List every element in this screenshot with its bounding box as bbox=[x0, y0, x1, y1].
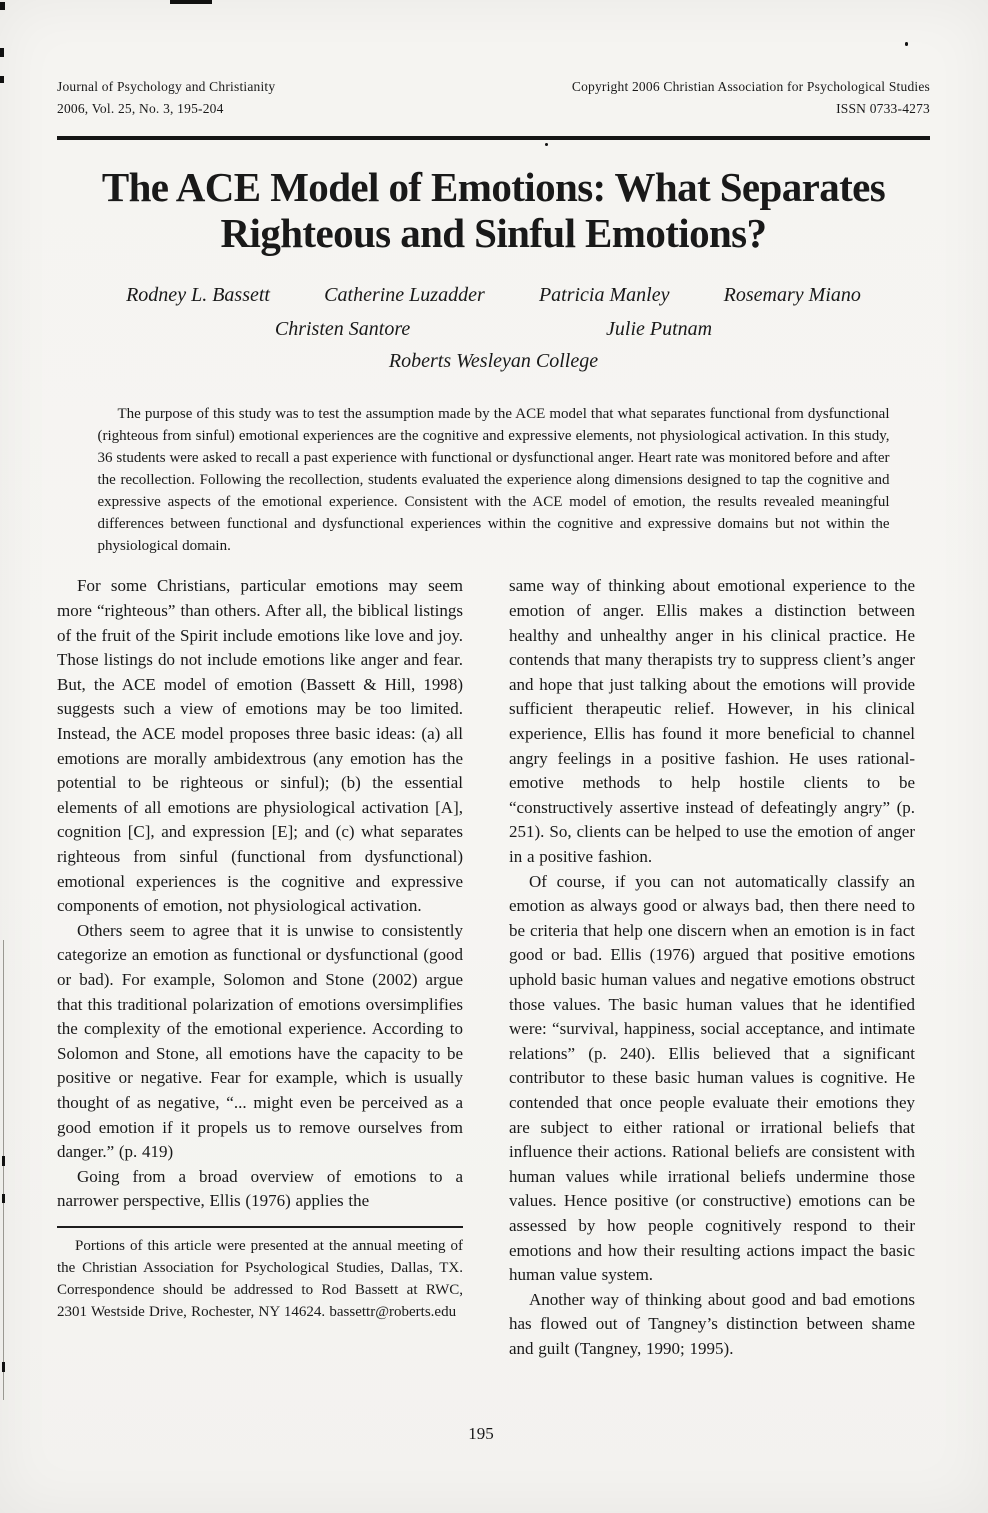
journal-info bbox=[57, 76, 275, 119]
author-name: Rodney L. Bassett bbox=[126, 284, 270, 307]
author-affiliation: Roberts Wesleyan College bbox=[388, 350, 599, 373]
copyright-info bbox=[572, 76, 930, 119]
journal-issue: 2006, Vol. 25, No. 3, 195-204 bbox=[57, 100, 224, 116]
article-title-line1: The ACE Model of Emotions: What Separates bbox=[101, 164, 886, 211]
scan-artifact bbox=[3, 940, 4, 1400]
journal-name: Journal of Psychology and Christianity bbox=[57, 79, 276, 94]
scan-artifact bbox=[0, 76, 4, 83]
abstract: The purpose of this study was to test the assumption made by the ACE model that what separates functional from dysfunctional (righteous from sinful) emotional experiences are the cognitive and expressive elements, not physiological activation. In this study, 36 students were asked to recall a past experience with functional or dysfunctional anger. Heart rate was monitored before and after the recollection. Following the recollection, students evaluated the experience along dimensions designed to tap the cognitive and expressive aspects of the emotional experience. Consistent with the ACE model of emotion, the results revealed meaningful differences between functional and dysfunctional experiences within the cognitive and expressive domains but not within the physiological domain. bbox=[97, 406, 890, 555]
scan-artifact bbox=[0, 2, 5, 10]
body-columns bbox=[57, 574, 930, 1361]
author-name: Christen Santore bbox=[274, 318, 411, 341]
scan-artifact bbox=[2, 1362, 5, 1372]
scan-artifact bbox=[2, 1194, 5, 1203]
body-paragraph: Another way of thinking about good and bad emotions has flowed out of Tangney’s distinction between shame and guilt (Tangney, 1990; 1995). bbox=[509, 1289, 915, 1358]
header-divider bbox=[57, 136, 930, 140]
running-head bbox=[57, 76, 930, 119]
author-list-row1 bbox=[57, 284, 930, 307]
scan-artifact bbox=[905, 42, 908, 46]
scan-artifact bbox=[170, 0, 212, 4]
footnote-divider bbox=[57, 1226, 463, 1228]
author-name: Julie Putnam bbox=[606, 318, 713, 341]
author-name: Catherine Luzadder bbox=[324, 284, 485, 307]
scan-artifact bbox=[0, 48, 4, 57]
author-list-row2 bbox=[57, 318, 930, 341]
author-name: Patricia Manley bbox=[538, 284, 670, 307]
scan-artifact bbox=[2, 1156, 5, 1166]
author-name: Rosemary Miano bbox=[723, 284, 861, 307]
body-paragraph: For some Christians, particular emotions may seem more “righteous” than others. After all, the biblical listings of the fruit of the Spirit include emotions like love and joy. Those listings do not include emotions like anger and fear. But, the ACE model of emotion (Bassett & Hill, 1998) suggests such a view of emotions may be too limited. Instead, the ACE model proposes three basic ideas: (a) all emotions are morally ambidextrous (any emotion has the potential to be righteous or sinful); (b) the essential elements of all emotions are physiological activation [A], cognition [C], and expression [E]; and (c) what separates righteous from sinful (functional from dysfunctional) emotional experiences is the cognitive and expressive components of emotion, not physiological activation. bbox=[57, 576, 463, 916]
page-number: 195 bbox=[468, 1424, 494, 1443]
author-note: Portions of this article were presented at the annual meeting of the Christian Association for Psychological Studies, Dallas, TX. Correspondence should be addressed to Rod Bassett at RWC, 2301 Westside Drive, Rochester, NY 14624. bassettr@roberts.edu bbox=[57, 1237, 463, 1320]
issn-line: ISSN 0733-4273 bbox=[836, 100, 930, 116]
article-title-line2: Righteous and Sinful Emotions? bbox=[220, 210, 767, 257]
body-paragraph: Of course, if you can not automatically classify an emotion as always good or always bad, then there need to be criteria that help one discern when an emotion is in fact good or bad. Ellis (1976) argued that positive emotions uphold basic human values and negative emotions obstruct those values. The basic human values that he identified were: “survival, happiness, social acceptance, and intimate relations” (p. 240). Ellis believed that a significant contributor to these basic human values is cognitive. He contended that once people evaluate their emotions they are subject to either rational or irrational beliefs that influence their actions. Rational beliefs are consistent with human values while irrational beliefs undermine those values. Hence positive (or constructive) emotions can be assessed by how people cognitively respond to their emotions and how their resulting actions impact the basic human value system. bbox=[509, 871, 915, 1285]
copyright-line: Copyright 2006 Christian Association for Psychological Studies bbox=[571, 79, 930, 94]
right-column bbox=[509, 574, 915, 1361]
article-title bbox=[57, 165, 930, 257]
body-paragraph: same way of thinking about emotional experience to the emotion of anger. Ellis makes a distinction between healthy and unhealthy anger in his clinical practice. He contends that many therapists try to suppress client’s anger and hope that just talking about the emotions will provide sufficient therapeutic relief. However, in his clinical experience, Ellis has found it more beneficial to channel angry feelings in a positive fashion. He uses rational-emotive methods to help hostile clients to be “constructively assertive instead of defeatingly angry” (p. 251). So, clients can be helped to use the emotion of anger in a positive fashion. bbox=[509, 576, 915, 866]
body-paragraph: Going from a broad overview of emotions to a narrower perspective, Ellis (1976) applies the bbox=[57, 1166, 463, 1211]
scan-artifact bbox=[545, 143, 548, 146]
left-column bbox=[57, 574, 463, 1361]
body-paragraph: Others seem to agree that it is unwise to consistently categorize an emotion as functional or dysfunctional (good or bad). For example, Solomon and Stone (2002) argue that this traditional polarization of emotions oversimplifies the complexity of the emotional experience. According to Solomon and Stone, all emotions have the capacity to be positive or negative. Fear for example, which is usually thought of as negative, “... might even be perceived as a good emotion if it propels us to remove ourselves from danger.” (p. 419) bbox=[57, 920, 463, 1162]
